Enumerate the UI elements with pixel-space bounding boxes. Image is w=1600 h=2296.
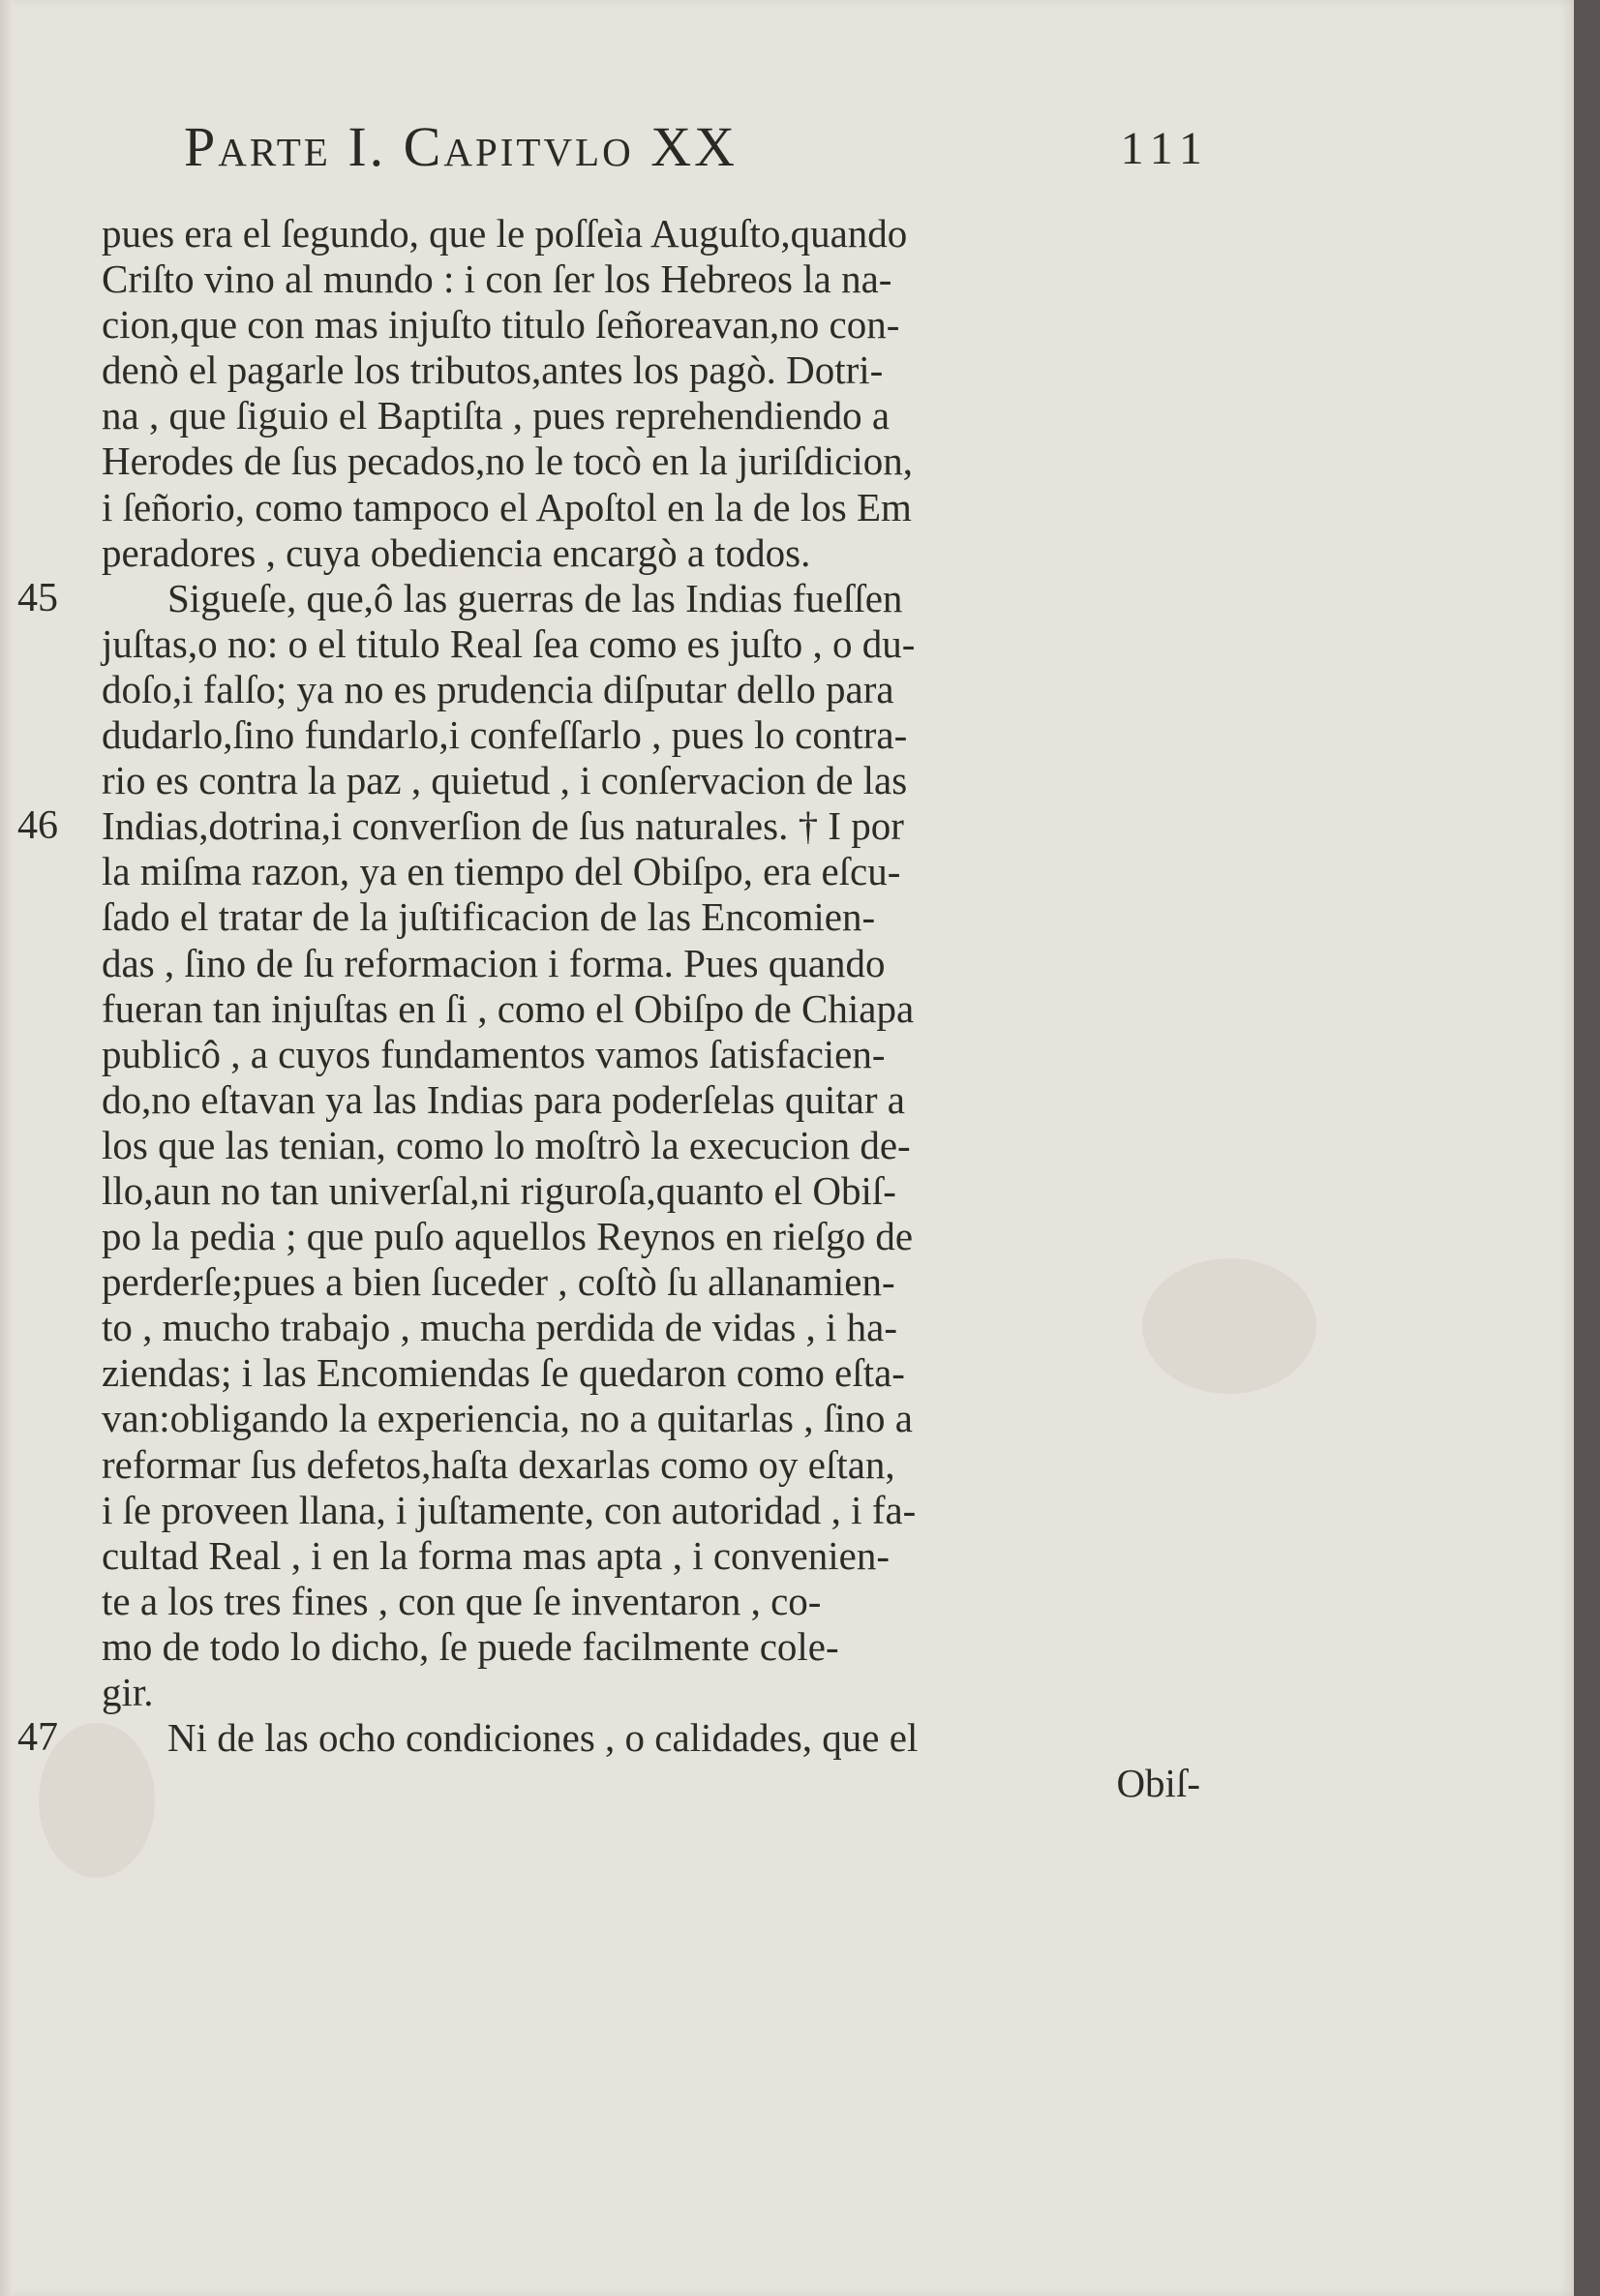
text-line: denò el pagarle los tributos,antes los pagò. Dotri- [102, 347, 884, 393]
text-line: i ſe proveen llana, i juſtamente, con autoridad , i fa- [102, 1487, 917, 1532]
text-line: gir. [102, 1670, 154, 1714]
text-line: juſtas,o no: o el titulo Real ſea como es juſto , o du- [102, 620, 916, 666]
text-line: fueran tan injuſtas en ſi , como el Obiſpo de Chiapa [102, 985, 915, 1031]
text-line: cultad Real , i en la forma mas apta , i convenien- [102, 1532, 890, 1578]
page-number: 111 [1120, 123, 1210, 174]
text-line: ziendas; i las Encomiendas ſe quedaron como eſta- [102, 1350, 905, 1396]
text-line: Obiſ- [1116, 1761, 1200, 1806]
text-line: los que las tenian, como lo moſtrò la execucion de- [102, 1122, 911, 1167]
margin-paragraph-number: 46 [17, 803, 58, 849]
text-line: cion,que con mas injuſto titulo ſeñoreavan,no con- [102, 302, 900, 347]
text-line: la miſma razon, ya en tiempo del Obiſpo, era eſcu- [102, 849, 901, 894]
text-line: to , mucho trabajo , mucha perdida de vidas , i ha- [102, 1305, 898, 1350]
text-line: pues era el ſegundo, que le poſſeìa Auguſto,quando [102, 211, 908, 256]
text-block [102, 211, 1200, 1806]
text-line: publicô , a cuyos fundamentos vamos ſatisfacien- [102, 1031, 886, 1076]
text-line: doſo,i falſo; ya no es prudencia diſputar dello para [102, 666, 894, 711]
text-line: perderſe;pues a bien ſuceder , coſtò ſu allanamien- [102, 1259, 895, 1305]
page-header [184, 114, 1210, 201]
text-line: po la pedia ; que puſo aquellos Reynos en rieſgo de [102, 1214, 914, 1259]
margin-paragraph-number: 45 [17, 575, 58, 620]
text-line: do,no eſtavan ya las Indias para poderſelas quitar a [102, 1076, 905, 1122]
text-line: Ni de las ocho condiciones , o calidades, que el [167, 1715, 919, 1761]
text-line: llo,aun no tan univerſal,ni riguroſa,quanto el Obiſ- [102, 1167, 896, 1213]
text-line: das , ſino de ſu reformacion i forma. Pues quando [102, 940, 886, 985]
text-line: Sigueſe, que,ô las guerras de las Indias fueſſen [167, 575, 903, 620]
text-line: rio es contra la paz , quietud , i conſervacion de las [102, 758, 908, 803]
text-line: peradores , cuya obediencia encargò a todos. [102, 529, 811, 575]
text-line: van:obligando la experiencia, no a quitarlas , ſino a [102, 1396, 913, 1441]
page-spine-shadow [0, 0, 14, 2296]
text-line: Criſto vino al mundo : i con ſer los Hebreos la na- [102, 257, 892, 302]
text-line: Indias,dotrina,i converſion de ſus naturales. † I por [102, 803, 904, 849]
text-line: mo de todo lo dicho, ſe puede facilmente cole- [102, 1623, 839, 1669]
text-line: ſado el tratar de la juſtificacion de las Encomien- [102, 894, 876, 940]
text-line: i ſeñorio, como tampoco el Apoſtol en la de los Em [102, 484, 912, 529]
text-line: reformar ſus defetos,haſta dexarlas como oy eſtan, [102, 1441, 895, 1487]
text-line: te a los tres fines , con que ſe inventaron , co- [102, 1578, 822, 1623]
text-line: na , que ſiguio el Baptiſta , pues reprehendiendo a [102, 393, 891, 438]
text-line: dudarlo,ſino fundarlo,i confeſſarlo , pues lo contra- [102, 712, 908, 758]
running-title: Parte I. Capitvlo XX [184, 115, 738, 178]
text-line: Herodes de ſus pecados,no le tocò en la juriſdicion, [102, 438, 913, 484]
margin-paragraph-number: 47 [17, 1715, 58, 1761]
